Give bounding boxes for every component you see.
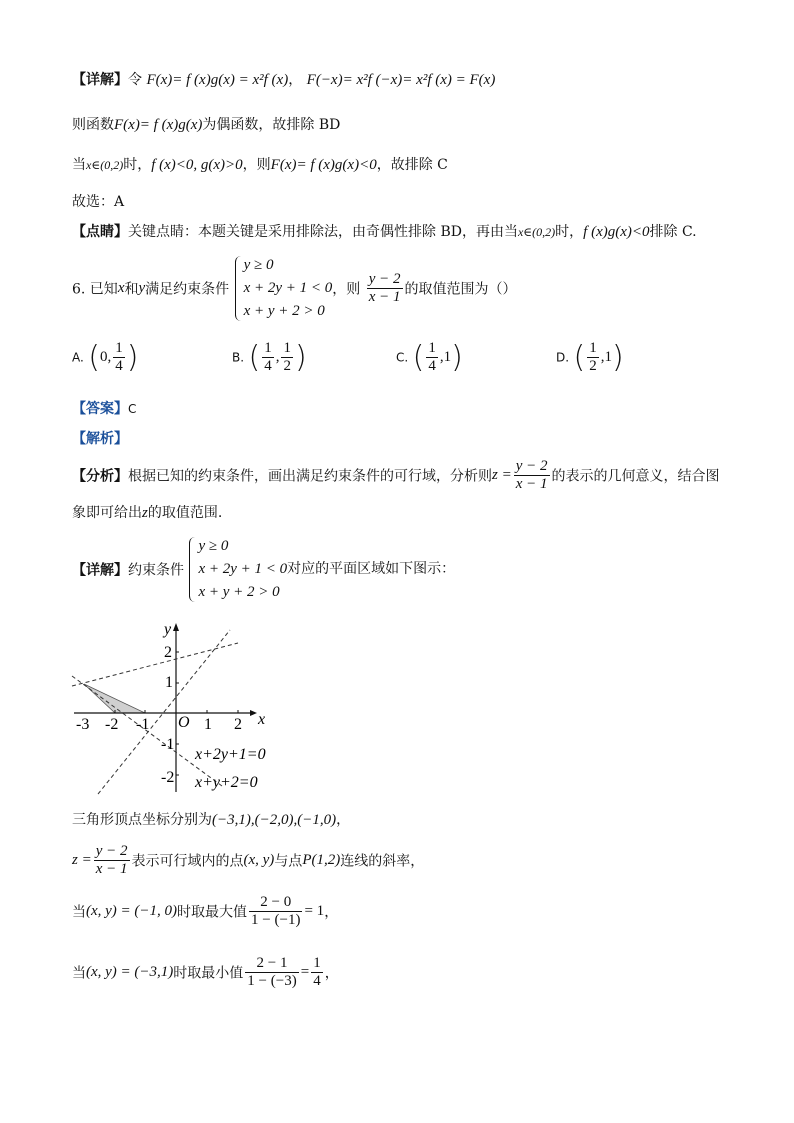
y-tick-label: 2 [164,644,172,661]
equation: F(−x)= x²f (−x)= x²f (x) = F(x) [306,72,496,88]
comment-line [72,222,697,242]
denominator: 1 − (−3) [247,973,297,989]
fenxi-label: 【分析】 [72,468,128,485]
origin-label: O [178,714,190,731]
text: 三角形顶点坐标分别为 [72,812,212,828]
text: 根据已知的约束条件，画出满足约束条件的可行域，分析则 [128,468,492,485]
max-line [72,894,338,929]
equation: F(x)= f (x)g(x) = x²f (x) [146,72,289,88]
fraction [311,955,323,990]
detail-line-1 [72,70,495,90]
text: ， [336,812,351,828]
fraction [367,271,403,306]
numerator: 1 [283,340,291,356]
y-axis-arrow [173,623,179,631]
numerator: 1 [313,955,321,971]
denominator: x − 1 [515,476,548,492]
denominator: 2 [283,358,291,374]
x-axis-label: x [258,711,266,728]
text: ，则 [242,157,271,173]
y-tick-label: 1 [165,674,173,691]
result: = 1 [304,903,325,919]
var-z: z = [492,467,512,483]
y-tick-label: -2 [161,769,175,786]
text: ，故排除 C [376,157,448,173]
text: 时， [123,157,152,173]
point: (x, y) = (−3,1) [86,964,174,980]
answer-label: 【答案】 [72,401,128,417]
numerator: y − 2 [515,458,548,474]
x-axis-arrow [250,710,257,716]
fraction [245,955,298,990]
text: 和 [124,281,139,298]
text: 故选：A [72,194,125,210]
x-tick-label: -3 [76,716,90,733]
numerator: y − 2 [95,843,128,859]
vertices-line [72,810,350,830]
analysis-label: 【解析】 [72,431,128,447]
text: 表示可行域内的点 [131,853,244,870]
option-label: C. [396,350,409,365]
var-z: z [142,505,148,521]
x-tick-label: 1 [204,716,212,733]
condition: x∈(0,2) [86,158,124,172]
text: 连线的斜率， [340,853,425,870]
choice-line [72,192,124,212]
text: 的取值范围. [147,505,223,521]
fraction [262,340,274,375]
text: 象即可给出 [72,505,142,521]
y-axis-label: y [164,621,172,638]
constraint: x + 2y + 1 < 0 [198,561,288,577]
text: 为偶函数，故排除 BD [202,117,341,133]
condition: x∈(0,2) [517,225,556,239]
fraction [94,843,130,878]
text: 时， [555,224,584,240]
text: 关键点睛：本题关键是采用排除法，由奇偶性排除 BD，再由当 [128,224,518,240]
answer-value: C [128,402,137,416]
option-label: A. [72,350,84,365]
slope-line-text [72,843,424,878]
x-tick-label: -2 [105,716,119,733]
option-a[interactable]: A. (0, $\frac{1}{4}$ ) [72,340,139,375]
text: ，则 [332,281,361,298]
text: 的表示的几何意义，结合图 [551,468,720,485]
detail-line-3 [72,155,448,175]
text: 的取值范围为（） [404,281,517,298]
var-z: z = [72,852,92,868]
text: 满足约束条件 [145,281,230,298]
fraction [426,340,438,375]
numerator: 1 [264,340,272,356]
line-label: x+2y+1=0 [195,746,266,763]
fraction [587,340,599,375]
text: ， [324,904,339,921]
fraction [249,894,302,929]
constraint: x + y + 2 > 0 [243,303,325,319]
text: ， [324,965,339,982]
detail-label: 【详解】 [72,562,128,579]
text: ， [288,72,303,88]
slope-line [72,643,238,686]
option-value: ,1 [439,349,452,365]
constraint: y ≥ 0 [198,538,229,554]
line-label: x+y+2=0 [195,774,258,791]
option-value: ,1 [600,349,612,365]
constraint-system [188,535,455,604]
text: 约束条件 [128,562,184,579]
text: 排除 C. [649,224,697,240]
numerator: 2 − 0 [249,894,302,912]
min-line [72,955,339,990]
constraint: x + y + 2 > 0 [198,584,280,600]
x-tick-label: 2 [234,716,242,733]
text: 则函数 [72,117,114,133]
numerator: 1 [589,340,597,356]
option-c[interactable]: C. ( $\frac{1}{4}$ ,1) [396,340,463,375]
text: 时取最大值 [177,904,248,921]
inequality: f (x)g(x)<0 [583,224,650,240]
denominator: 2 [589,358,597,374]
equals: = [300,964,310,980]
option-label: B. [232,350,245,365]
answer-line [72,399,136,419]
text: 令 [128,72,142,88]
text: 对应的平面区域如下图示： [287,561,456,577]
point: (x, y) = (−1, 0) [86,903,178,919]
var-x: x [117,280,125,296]
x-tick-label: -1 [136,716,150,733]
fraction [514,458,550,493]
constraint: y ≥ 0 [243,257,274,273]
text: 与点 [274,853,303,870]
question-6 [72,254,517,323]
option-label: D. [556,350,570,365]
denominator: x − 1 [95,861,128,877]
option-value: 0, [99,349,112,365]
option-d[interactable]: D. ( $\frac{1}{2}$ ,1) [556,340,624,375]
vertices: (−3,1),(−2,0),(−1,0) [212,812,337,828]
detail-label: 【详解】 [72,72,128,88]
numerator: 2 − 1 [245,955,298,973]
equation: F(x)= f (x)g(x)<0 [270,157,377,173]
fenxi-line [72,458,720,493]
denominator: 4 [428,358,436,374]
constraint-system [234,254,333,323]
detail-2 [72,535,455,604]
feasible-region-graph [70,616,280,796]
fenxi-line-2 [72,503,222,523]
question-number: 6. 已知 [72,281,118,298]
point-p: P(1,2) [302,852,341,868]
denominator: 4 [313,973,321,989]
analysis-line [72,429,128,449]
comment-label: 【点睛】 [72,224,128,240]
feasible-region [84,684,145,713]
fraction [281,340,293,375]
text: 时取最小值 [173,965,244,982]
text: 当 [72,965,86,982]
numerator: y − 2 [368,271,401,287]
fraction [113,340,125,375]
option-value: , [275,349,280,365]
inequality: f (x)<0, g(x)>0 [151,157,243,173]
text: 当 [72,904,86,921]
numerator: 1 [115,340,123,356]
denominator: 4 [115,358,123,374]
equation: F(x)= f (x)g(x) [114,117,203,133]
denominator: 4 [264,358,272,374]
var-y: y [138,280,146,296]
point: (x, y) [243,852,275,868]
denominator: 1 − (−1) [251,912,301,928]
y-tick-label: -1 [161,736,175,753]
option-b[interactable]: B. ( $\frac{1}{4}$ , $\frac{1}{2}$ ) [232,340,307,375]
constraint: x + 2y + 1 < 0 [243,280,333,296]
detail-line-2 [72,115,340,135]
denominator: x − 1 [368,289,401,305]
numerator: 1 [428,340,436,356]
text: 当 [72,157,86,173]
